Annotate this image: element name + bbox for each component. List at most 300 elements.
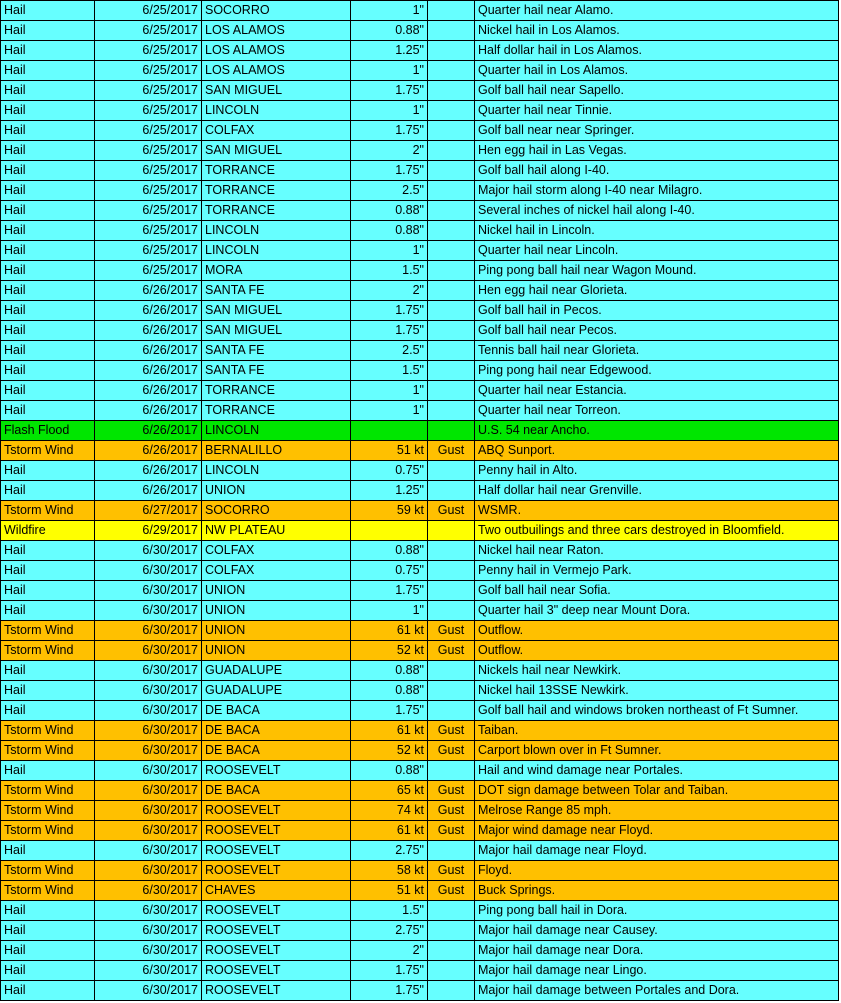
magnitude-cell: 0.88" bbox=[351, 661, 428, 681]
table-row bbox=[1, 101, 839, 121]
event-type-cell: Hail bbox=[1, 1, 95, 21]
event-type-cell: Hail bbox=[1, 401, 95, 421]
table-row bbox=[1, 581, 839, 601]
county-cell: SANTA FE bbox=[202, 341, 351, 361]
remark-cell: Major hail storm along I-40 near Milagro. bbox=[475, 181, 839, 201]
magnitude-cell: 1" bbox=[351, 241, 428, 261]
magnitude-cell: 1" bbox=[351, 601, 428, 621]
event-type-cell: Hail bbox=[1, 941, 95, 961]
magnitude-type-cell bbox=[428, 21, 475, 41]
table-row bbox=[1, 781, 839, 801]
event-type-cell: Hail bbox=[1, 301, 95, 321]
county-cell: LOS ALAMOS bbox=[202, 41, 351, 61]
remark-cell: Outflow. bbox=[475, 621, 839, 641]
remark-cell: Quarter hail near Estancia. bbox=[475, 381, 839, 401]
table-row bbox=[1, 681, 839, 701]
magnitude-type-cell: Gust bbox=[428, 881, 475, 901]
remark-cell: Quarter hail near Alamo. bbox=[475, 1, 839, 21]
magnitude-type-cell: Gust bbox=[428, 501, 475, 521]
county-cell: TORRANCE bbox=[202, 161, 351, 181]
table-row bbox=[1, 921, 839, 941]
magnitude-cell: 1" bbox=[351, 61, 428, 81]
magnitude-type-cell bbox=[428, 181, 475, 201]
event-type-cell: Tstorm Wind bbox=[1, 641, 95, 661]
magnitude-cell: 1" bbox=[351, 1, 428, 21]
magnitude-type-cell: Gust bbox=[428, 441, 475, 461]
remark-cell: Taiban. bbox=[475, 721, 839, 741]
county-cell: ROOSEVELT bbox=[202, 841, 351, 861]
event-date-cell: 6/30/2017 bbox=[95, 621, 202, 641]
remark-cell: Penny hail in Alto. bbox=[475, 461, 839, 481]
remark-cell: Several inches of nickel hail along I-40. bbox=[475, 201, 839, 221]
event-type-cell: Hail bbox=[1, 461, 95, 481]
event-type-cell: Tstorm Wind bbox=[1, 741, 95, 761]
magnitude-cell: 1.75" bbox=[351, 81, 428, 101]
magnitude-type-cell: Gust bbox=[428, 721, 475, 741]
remark-cell: Nickel hail in Lincoln. bbox=[475, 221, 839, 241]
table-row bbox=[1, 621, 839, 641]
magnitude-cell: 1.75" bbox=[351, 581, 428, 601]
table-row bbox=[1, 501, 839, 521]
event-date-cell: 6/30/2017 bbox=[95, 661, 202, 681]
event-date-cell: 6/25/2017 bbox=[95, 101, 202, 121]
table-row bbox=[1, 321, 839, 341]
magnitude-type-cell bbox=[428, 581, 475, 601]
event-date-cell: 6/25/2017 bbox=[95, 141, 202, 161]
event-date-cell: 6/26/2017 bbox=[95, 481, 202, 501]
table-row bbox=[1, 181, 839, 201]
event-type-cell: Tstorm Wind bbox=[1, 781, 95, 801]
magnitude-type-cell bbox=[428, 601, 475, 621]
magnitude-cell: 58 kt bbox=[351, 861, 428, 881]
event-date-cell: 6/26/2017 bbox=[95, 301, 202, 321]
county-cell: GUADALUPE bbox=[202, 681, 351, 701]
magnitude-cell: 0.75" bbox=[351, 561, 428, 581]
remark-cell: Quarter hail near Tinnie. bbox=[475, 101, 839, 121]
magnitude-type-cell bbox=[428, 421, 475, 441]
magnitude-type-cell bbox=[428, 481, 475, 501]
magnitude-type-cell bbox=[428, 561, 475, 581]
remark-cell: Nickel hail 13SSE Newkirk. bbox=[475, 681, 839, 701]
remark-cell: Two outbuilings and three cars destroyed in Bloomfield. bbox=[475, 521, 839, 541]
event-type-cell: Hail bbox=[1, 61, 95, 81]
county-cell: SOCORRO bbox=[202, 1, 351, 21]
remark-cell: Quarter hail near Torreon. bbox=[475, 401, 839, 421]
county-cell: LOS ALAMOS bbox=[202, 21, 351, 41]
remark-cell: Buck Springs. bbox=[475, 881, 839, 901]
magnitude-cell: 2" bbox=[351, 941, 428, 961]
magnitude-type-cell bbox=[428, 661, 475, 681]
county-cell: DE BACA bbox=[202, 741, 351, 761]
table-row bbox=[1, 601, 839, 621]
remark-cell: Golf ball hail near Pecos. bbox=[475, 321, 839, 341]
table-row bbox=[1, 241, 839, 261]
event-date-cell: 6/26/2017 bbox=[95, 441, 202, 461]
event-date-cell: 6/26/2017 bbox=[95, 421, 202, 441]
event-type-cell: Wildfire bbox=[1, 521, 95, 541]
event-type-cell: Tstorm Wind bbox=[1, 721, 95, 741]
county-cell: DE BACA bbox=[202, 781, 351, 801]
table-row bbox=[1, 381, 839, 401]
event-type-cell: Hail bbox=[1, 281, 95, 301]
magnitude-cell: 1.5" bbox=[351, 261, 428, 281]
event-date-cell: 6/30/2017 bbox=[95, 901, 202, 921]
event-type-cell: Hail bbox=[1, 121, 95, 141]
county-cell: LINCOLN bbox=[202, 101, 351, 121]
magnitude-cell: 59 kt bbox=[351, 501, 428, 521]
event-type-cell: Tstorm Wind bbox=[1, 801, 95, 821]
remark-cell: Major wind damage near Floyd. bbox=[475, 821, 839, 841]
magnitude-type-cell bbox=[428, 981, 475, 1001]
magnitude-cell: 2.5" bbox=[351, 341, 428, 361]
table-row bbox=[1, 761, 839, 781]
event-type-cell: Hail bbox=[1, 701, 95, 721]
table-row bbox=[1, 141, 839, 161]
remark-cell: Golf ball hail near Sapello. bbox=[475, 81, 839, 101]
remark-cell: U.S. 54 near Ancho. bbox=[475, 421, 839, 441]
county-cell: SAN MIGUEL bbox=[202, 141, 351, 161]
event-date-cell: 6/30/2017 bbox=[95, 741, 202, 761]
county-cell: UNION bbox=[202, 481, 351, 501]
event-date-cell: 6/26/2017 bbox=[95, 281, 202, 301]
remark-cell: Hen egg hail in Las Vegas. bbox=[475, 141, 839, 161]
magnitude-type-cell bbox=[428, 41, 475, 61]
magnitude-type-cell bbox=[428, 241, 475, 261]
event-type-cell: Hail bbox=[1, 541, 95, 561]
event-date-cell: 6/30/2017 bbox=[95, 881, 202, 901]
event-type-cell: Tstorm Wind bbox=[1, 441, 95, 461]
magnitude-type-cell bbox=[428, 321, 475, 341]
magnitude-type-cell bbox=[428, 221, 475, 241]
county-cell: ROOSEVELT bbox=[202, 861, 351, 881]
remark-cell: Penny hail in Vermejo Park. bbox=[475, 561, 839, 581]
remark-cell: Golf ball hail near Sofia. bbox=[475, 581, 839, 601]
remark-cell: Golf ball hail in Pecos. bbox=[475, 301, 839, 321]
magnitude-cell: 2.5" bbox=[351, 181, 428, 201]
event-date-cell: 6/30/2017 bbox=[95, 761, 202, 781]
remark-cell: Tennis ball hail near Glorieta. bbox=[475, 341, 839, 361]
event-type-cell: Hail bbox=[1, 321, 95, 341]
table-row bbox=[1, 261, 839, 281]
event-date-cell: 6/26/2017 bbox=[95, 461, 202, 481]
remark-cell: Nickels hail near Newkirk. bbox=[475, 661, 839, 681]
county-cell: ROOSEVELT bbox=[202, 761, 351, 781]
table-row bbox=[1, 841, 839, 861]
county-cell: LOS ALAMOS bbox=[202, 61, 351, 81]
event-type-cell: Hail bbox=[1, 761, 95, 781]
magnitude-cell: 1.75" bbox=[351, 121, 428, 141]
event-date-cell: 6/25/2017 bbox=[95, 161, 202, 181]
event-date-cell: 6/25/2017 bbox=[95, 41, 202, 61]
magnitude-type-cell: Gust bbox=[428, 861, 475, 881]
county-cell: SANTA FE bbox=[202, 361, 351, 381]
magnitude-cell: 52 kt bbox=[351, 641, 428, 661]
magnitude-cell: 2" bbox=[351, 281, 428, 301]
magnitude-type-cell bbox=[428, 121, 475, 141]
magnitude-type-cell bbox=[428, 341, 475, 361]
county-cell: ROOSEVELT bbox=[202, 901, 351, 921]
magnitude-type-cell bbox=[428, 101, 475, 121]
table-row bbox=[1, 221, 839, 241]
event-type-cell: Hail bbox=[1, 981, 95, 1001]
event-type-cell: Tstorm Wind bbox=[1, 881, 95, 901]
county-cell: TORRANCE bbox=[202, 201, 351, 221]
event-date-cell: 6/25/2017 bbox=[95, 1, 202, 21]
event-date-cell: 6/30/2017 bbox=[95, 981, 202, 1001]
event-date-cell: 6/26/2017 bbox=[95, 401, 202, 421]
magnitude-cell: 2.75" bbox=[351, 841, 428, 861]
remark-cell: Golf ball hail and windows broken northeast of Ft Sumner. bbox=[475, 701, 839, 721]
table-row bbox=[1, 701, 839, 721]
event-date-cell: 6/30/2017 bbox=[95, 821, 202, 841]
remark-cell: Major hail damage near Dora. bbox=[475, 941, 839, 961]
remark-cell: Half dollar hail near Grenville. bbox=[475, 481, 839, 501]
table-row bbox=[1, 61, 839, 81]
county-cell: GUADALUPE bbox=[202, 661, 351, 681]
magnitude-type-cell: Gust bbox=[428, 741, 475, 761]
county-cell: SAN MIGUEL bbox=[202, 301, 351, 321]
event-date-cell: 6/30/2017 bbox=[95, 861, 202, 881]
event-type-cell: Hail bbox=[1, 341, 95, 361]
magnitude-type-cell bbox=[428, 541, 475, 561]
table-row bbox=[1, 561, 839, 581]
event-date-cell: 6/25/2017 bbox=[95, 121, 202, 141]
magnitude-type-cell bbox=[428, 281, 475, 301]
magnitude-type-cell: Gust bbox=[428, 801, 475, 821]
magnitude-cell bbox=[351, 421, 428, 441]
county-cell: LINCOLN bbox=[202, 221, 351, 241]
remark-cell: ABQ Sunport. bbox=[475, 441, 839, 461]
table-row bbox=[1, 861, 839, 881]
magnitude-type-cell bbox=[428, 961, 475, 981]
remark-cell: Major hail damage near Lingo. bbox=[475, 961, 839, 981]
remark-cell: Ping pong ball hail in Dora. bbox=[475, 901, 839, 921]
event-type-cell: Hail bbox=[1, 921, 95, 941]
magnitude-cell: 1" bbox=[351, 401, 428, 421]
magnitude-type-cell bbox=[428, 461, 475, 481]
event-date-cell: 6/30/2017 bbox=[95, 581, 202, 601]
event-date-cell: 6/25/2017 bbox=[95, 221, 202, 241]
event-date-cell: 6/25/2017 bbox=[95, 81, 202, 101]
table-row bbox=[1, 721, 839, 741]
table-row bbox=[1, 441, 839, 461]
event-type-cell: Hail bbox=[1, 841, 95, 861]
table-row bbox=[1, 461, 839, 481]
event-date-cell: 6/26/2017 bbox=[95, 381, 202, 401]
county-cell: BERNALILLO bbox=[202, 441, 351, 461]
event-date-cell: 6/29/2017 bbox=[95, 521, 202, 541]
event-type-cell: Hail bbox=[1, 681, 95, 701]
table-row bbox=[1, 901, 839, 921]
event-date-cell: 6/30/2017 bbox=[95, 841, 202, 861]
event-type-cell: Hail bbox=[1, 661, 95, 681]
event-type-cell: Hail bbox=[1, 261, 95, 281]
magnitude-type-cell bbox=[428, 201, 475, 221]
event-date-cell: 6/25/2017 bbox=[95, 181, 202, 201]
remark-cell: Half dollar hail in Los Alamos. bbox=[475, 41, 839, 61]
table-row bbox=[1, 521, 839, 541]
magnitude-cell: 1.5" bbox=[351, 361, 428, 381]
magnitude-cell: 1.5" bbox=[351, 901, 428, 921]
table-row bbox=[1, 361, 839, 381]
magnitude-type-cell bbox=[428, 401, 475, 421]
event-type-cell: Hail bbox=[1, 21, 95, 41]
event-date-cell: 6/30/2017 bbox=[95, 601, 202, 621]
magnitude-cell: 1.75" bbox=[351, 321, 428, 341]
remark-cell: Quarter hail in Los Alamos. bbox=[475, 61, 839, 81]
county-cell: COLFAX bbox=[202, 121, 351, 141]
magnitude-cell bbox=[351, 521, 428, 541]
magnitude-cell: 52 kt bbox=[351, 741, 428, 761]
county-cell: DE BACA bbox=[202, 701, 351, 721]
event-type-cell: Hail bbox=[1, 241, 95, 261]
county-cell: LINCOLN bbox=[202, 461, 351, 481]
county-cell: COLFAX bbox=[202, 561, 351, 581]
event-date-cell: 6/30/2017 bbox=[95, 961, 202, 981]
event-type-cell: Hail bbox=[1, 161, 95, 181]
county-cell: NW PLATEAU bbox=[202, 521, 351, 541]
table-row bbox=[1, 821, 839, 841]
event-date-cell: 6/25/2017 bbox=[95, 241, 202, 261]
event-date-cell: 6/30/2017 bbox=[95, 541, 202, 561]
magnitude-type-cell bbox=[428, 261, 475, 281]
remark-cell: Quarter hail 3" deep near Mount Dora. bbox=[475, 601, 839, 621]
magnitude-type-cell bbox=[428, 921, 475, 941]
remark-cell: Major hail damage near Causey. bbox=[475, 921, 839, 941]
magnitude-type-cell: Gust bbox=[428, 641, 475, 661]
event-type-cell: Hail bbox=[1, 221, 95, 241]
remark-cell: Melrose Range 85 mph. bbox=[475, 801, 839, 821]
event-date-cell: 6/25/2017 bbox=[95, 21, 202, 41]
event-type-cell: Tstorm Wind bbox=[1, 621, 95, 641]
table-row bbox=[1, 21, 839, 41]
magnitude-type-cell bbox=[428, 521, 475, 541]
magnitude-cell: 51 kt bbox=[351, 881, 428, 901]
event-type-cell: Flash Flood bbox=[1, 421, 95, 441]
county-cell: UNION bbox=[202, 621, 351, 641]
magnitude-type-cell bbox=[428, 61, 475, 81]
county-cell: UNION bbox=[202, 601, 351, 621]
event-type-cell: Hail bbox=[1, 141, 95, 161]
event-date-cell: 6/30/2017 bbox=[95, 721, 202, 741]
magnitude-type-cell bbox=[428, 941, 475, 961]
table-row bbox=[1, 801, 839, 821]
remark-cell: Carport blown over in Ft Sumner. bbox=[475, 741, 839, 761]
event-date-cell: 6/30/2017 bbox=[95, 941, 202, 961]
remark-cell: Hen egg hail near Glorieta. bbox=[475, 281, 839, 301]
remark-cell: Major hail damage near Floyd. bbox=[475, 841, 839, 861]
remark-cell: Floyd. bbox=[475, 861, 839, 881]
event-date-cell: 6/30/2017 bbox=[95, 561, 202, 581]
table-row bbox=[1, 81, 839, 101]
magnitude-type-cell: Gust bbox=[428, 821, 475, 841]
magnitude-cell: 0.88" bbox=[351, 221, 428, 241]
remark-cell: Ping pong ball hail near Wagon Mound. bbox=[475, 261, 839, 281]
magnitude-type-cell bbox=[428, 141, 475, 161]
remark-cell: WSMR. bbox=[475, 501, 839, 521]
county-cell: COLFAX bbox=[202, 541, 351, 561]
remark-cell: Quarter hail near Lincoln. bbox=[475, 241, 839, 261]
magnitude-cell: 0.88" bbox=[351, 761, 428, 781]
remark-cell: Outflow. bbox=[475, 641, 839, 661]
magnitude-cell: 61 kt bbox=[351, 721, 428, 741]
county-cell: UNION bbox=[202, 641, 351, 661]
magnitude-cell: 65 kt bbox=[351, 781, 428, 801]
table-row bbox=[1, 961, 839, 981]
event-type-cell: Hail bbox=[1, 601, 95, 621]
county-cell: ROOSEVELT bbox=[202, 801, 351, 821]
table-row bbox=[1, 161, 839, 181]
county-cell: ROOSEVELT bbox=[202, 921, 351, 941]
event-type-cell: Hail bbox=[1, 561, 95, 581]
event-date-cell: 6/26/2017 bbox=[95, 341, 202, 361]
magnitude-type-cell: Gust bbox=[428, 781, 475, 801]
remark-cell: Hail and wind damage near Portales. bbox=[475, 761, 839, 781]
magnitude-type-cell bbox=[428, 761, 475, 781]
county-cell: ROOSEVELT bbox=[202, 821, 351, 841]
magnitude-cell: 2" bbox=[351, 141, 428, 161]
magnitude-cell: 61 kt bbox=[351, 821, 428, 841]
magnitude-cell: 1.25" bbox=[351, 41, 428, 61]
table-row bbox=[1, 421, 839, 441]
magnitude-cell: 0.88" bbox=[351, 201, 428, 221]
table-row bbox=[1, 481, 839, 501]
event-date-cell: 6/26/2017 bbox=[95, 361, 202, 381]
event-type-cell: Hail bbox=[1, 181, 95, 201]
event-date-cell: 6/27/2017 bbox=[95, 501, 202, 521]
event-type-cell: Hail bbox=[1, 361, 95, 381]
magnitude-cell: 74 kt bbox=[351, 801, 428, 821]
magnitude-cell: 0.75" bbox=[351, 461, 428, 481]
magnitude-type-cell bbox=[428, 841, 475, 861]
county-cell: TORRANCE bbox=[202, 401, 351, 421]
event-type-cell: Hail bbox=[1, 901, 95, 921]
county-cell: TORRANCE bbox=[202, 181, 351, 201]
event-type-cell: Hail bbox=[1, 961, 95, 981]
county-cell: MORA bbox=[202, 261, 351, 281]
remark-cell: DOT sign damage between Tolar and Taiban. bbox=[475, 781, 839, 801]
event-date-cell: 6/25/2017 bbox=[95, 201, 202, 221]
event-date-cell: 6/30/2017 bbox=[95, 921, 202, 941]
magnitude-cell: 1.75" bbox=[351, 701, 428, 721]
table-row bbox=[1, 121, 839, 141]
magnitude-cell: 1" bbox=[351, 381, 428, 401]
table-row bbox=[1, 201, 839, 221]
county-cell: TORRANCE bbox=[202, 381, 351, 401]
event-type-cell: Tstorm Wind bbox=[1, 501, 95, 521]
table-row bbox=[1, 401, 839, 421]
table-row bbox=[1, 981, 839, 1001]
remark-cell: Major hail damage between Portales and Dora. bbox=[475, 981, 839, 1001]
magnitude-cell: 1" bbox=[351, 101, 428, 121]
event-date-cell: 6/30/2017 bbox=[95, 781, 202, 801]
remark-cell: Nickel hail in Los Alamos. bbox=[475, 21, 839, 41]
magnitude-type-cell: Gust bbox=[428, 621, 475, 641]
event-date-cell: 6/30/2017 bbox=[95, 641, 202, 661]
magnitude-cell: 1.75" bbox=[351, 161, 428, 181]
event-type-cell: Hail bbox=[1, 201, 95, 221]
event-date-cell: 6/25/2017 bbox=[95, 261, 202, 281]
remark-cell: Golf ball hail along I-40. bbox=[475, 161, 839, 181]
magnitude-cell: 0.88" bbox=[351, 541, 428, 561]
storm-reports-body bbox=[1, 1, 839, 1001]
county-cell: LINCOLN bbox=[202, 241, 351, 261]
event-type-cell: Tstorm Wind bbox=[1, 821, 95, 841]
event-type-cell: Hail bbox=[1, 81, 95, 101]
table-row bbox=[1, 741, 839, 761]
event-type-cell: Hail bbox=[1, 41, 95, 61]
remark-cell: Ping pong hail near Edgewood. bbox=[475, 361, 839, 381]
